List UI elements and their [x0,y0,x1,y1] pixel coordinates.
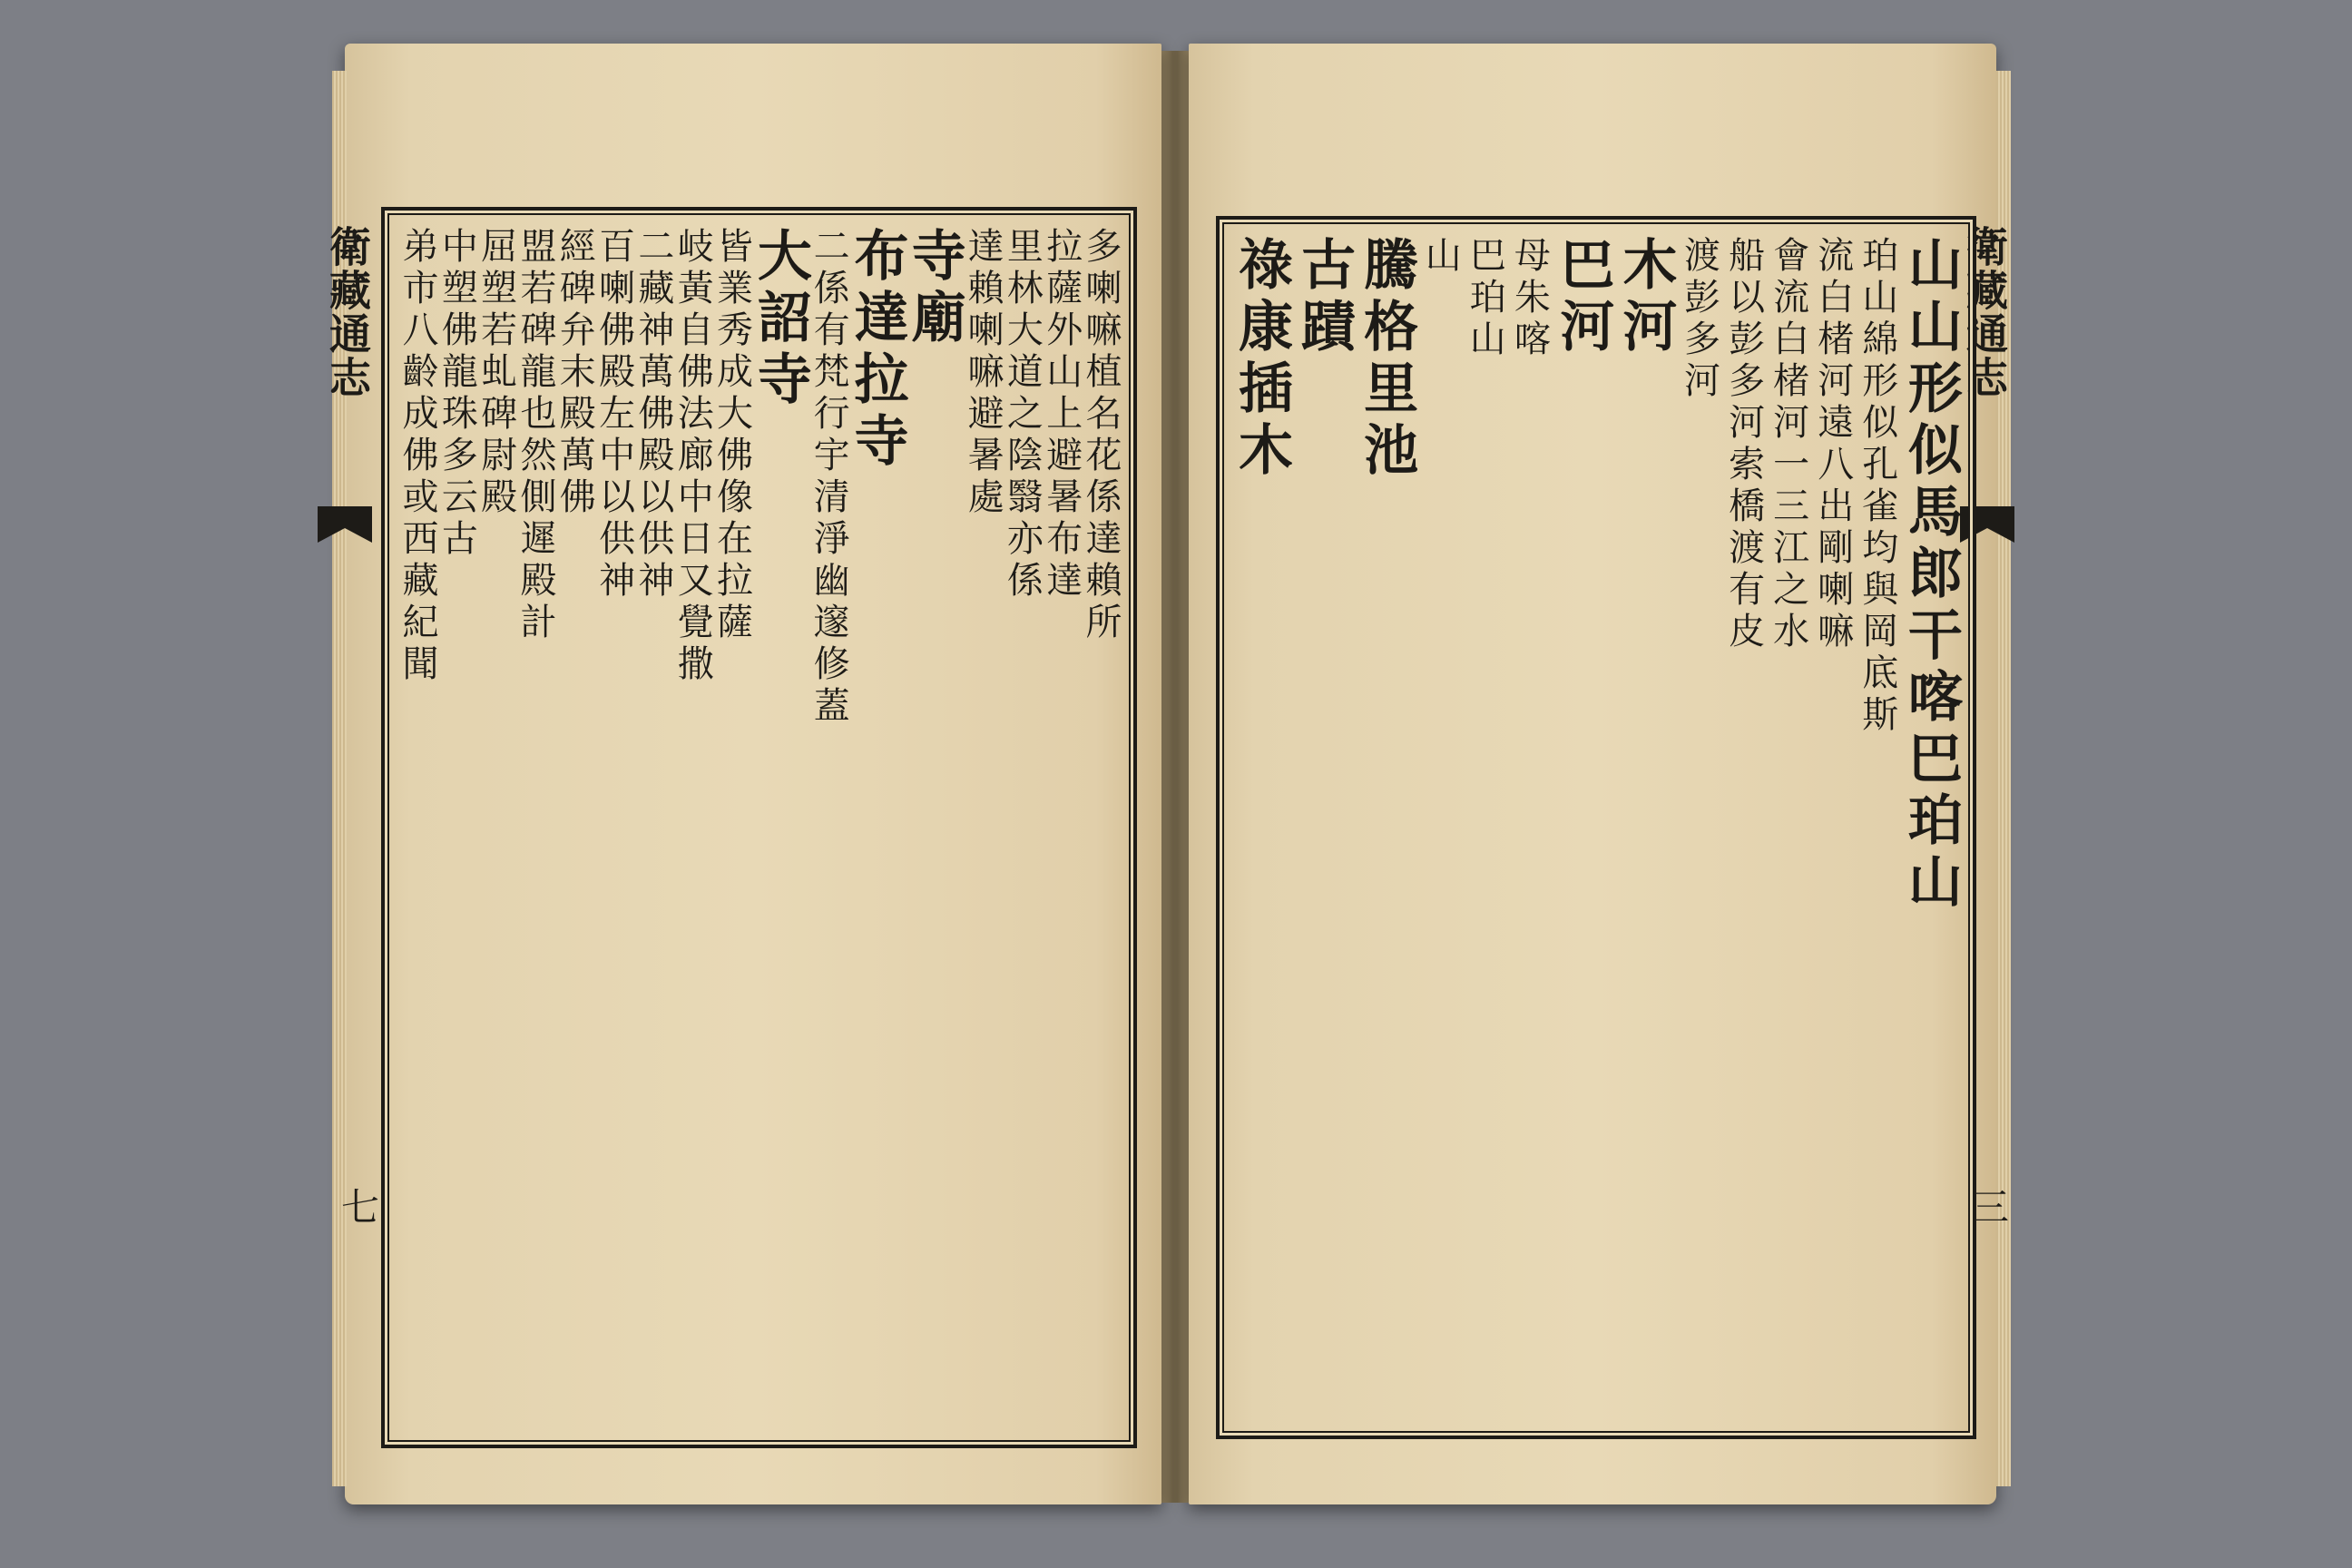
folio-right: 三 [1965,1187,2010,1225]
text-column-right: 巴河 [1551,236,1615,359]
text-column-left: 拉薩外山上避暑布達 [1040,227,1083,603]
right-page [1189,44,2010,1504]
text-column-right: 騰格里池 [1355,236,1419,483]
text-column-left: 皆業秀成大佛像在拉薩 [710,227,753,644]
text-frame-right [1216,216,1976,1439]
text-column-right: 山山形似馬郎干喀巴珀山 [1898,236,1963,915]
text-column-right: 巴珀山 [1464,236,1506,361]
text-column-right: 流白楮河遠八出剛喇嘛 [1811,236,1854,653]
text-column-right: 母朱喀 [1508,236,1551,361]
column-block-right [1230,236,1963,1423]
folio-left: 七 [336,1187,380,1225]
text-column-left: 二係有梵行宇清淨幽邃修蓋 [808,227,850,728]
text-frame-left [381,207,1137,1448]
text-column-left: 達賴喇嘛避暑處 [962,227,1004,519]
text-column-left: 屈塑若虬碑尉殿 [475,227,517,519]
text-column-right: 古蹟 [1292,236,1357,359]
text-column-left: 布達拉寺 [845,227,909,474]
text-column-right: 船以彭多河索橋渡有皮 [1722,236,1765,653]
text-column-left: 盟若碑龍也然側遲殿計 [514,227,556,644]
text-column-left: 二藏神萬佛殿以供神 [632,227,674,603]
text-column-right: 祿康插木 [1230,236,1293,483]
text-column-right: 渡彭多河 [1678,236,1720,403]
text-column-left: 中塑佛龍珠多云古 [436,227,478,561]
text-column-left: 大詔寺 [748,227,812,412]
text-column-left: 里林大道之陰翳亦係 [1001,227,1044,603]
text-column-left: 經碑弁末殿萬佛 [554,227,596,519]
open-book [323,44,2010,1504]
running-head-right: 衛藏通志 [1960,225,2009,399]
text-column-left: 寺廟 [902,227,966,350]
running-head-left: 衛藏通志 [323,225,372,399]
text-column-left: 多喇嘛植名花係達賴所 [1080,227,1122,644]
column-block-left [397,227,1122,1432]
text-column-left: 岐黃自佛法廊中日又覺撒 [671,227,714,686]
text-column-left: 弟市八齡成佛或西藏紀聞 [397,227,438,686]
text-column-right: 會流白楮河一三江之水 [1767,236,1809,653]
text-column-left: 百喇佛殿左中以供神 [593,227,635,603]
text-column-right: 珀山綿形似孔雀均與岡底斯 [1856,236,1898,737]
text-column-right: 木河 [1613,236,1678,359]
text-column-right: 山 [1419,236,1462,278]
left-page [323,44,1161,1504]
